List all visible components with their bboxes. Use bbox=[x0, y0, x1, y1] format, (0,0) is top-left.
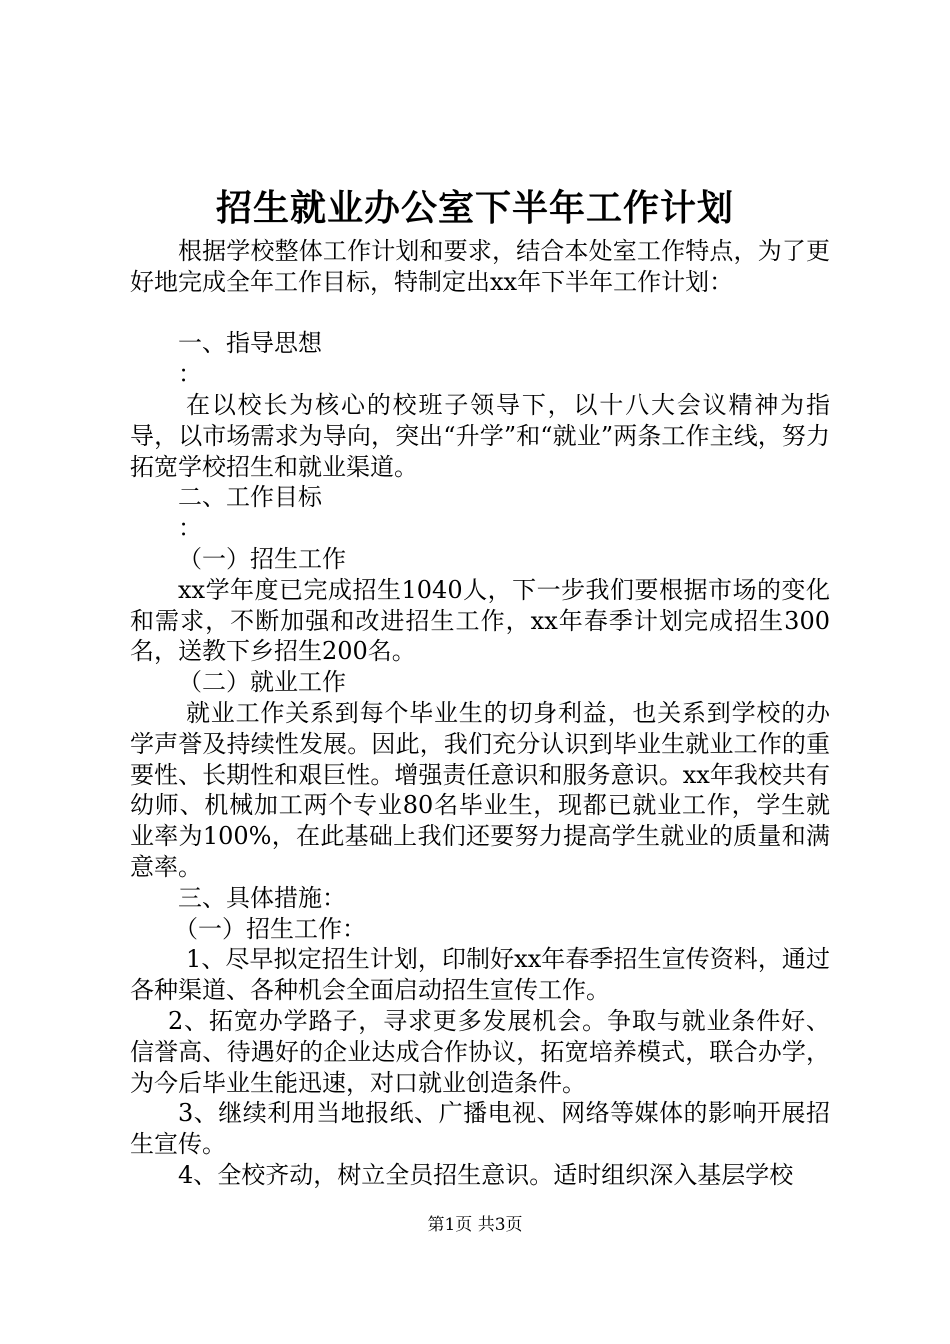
measure-item-4: 4、全校齐动，树立全员招生意识。适时组织深入基层学校 bbox=[178, 1160, 794, 1189]
enrollment-goal-paragraph: xx学年度已完成招生1040人，下一步我们要根据市场的变化和需求，不断加强和改进招生工作，xx年春季计划完成招生300名，送教下乡招生200名。 bbox=[130, 575, 830, 666]
colon-line: ： bbox=[178, 514, 202, 543]
section-heading-measures: 三、具体措施： bbox=[178, 883, 346, 912]
employment-goal-paragraph: 就业工作关系到每个毕业生的切身利益，也关系到学校的办学声誉及持续性发展。因此，我们充分认识到毕业生就业工作的重要性、长期性和艰巨性。增强责任意识和服务意识。xx年我校共有幼师、机械加工两个专业80名毕业生，现都已就业工作，学生就业率为100%，在此基础上我们还要努力提高学生就业的质量和满意率。 bbox=[130, 698, 830, 881]
colon-line: ： bbox=[178, 360, 202, 389]
section-heading-work-goals: 二、工作目标 bbox=[178, 483, 322, 512]
section-heading-guiding-thought: 一、指导思想 bbox=[178, 329, 322, 358]
document-title: 招生就业办公室下半年工作计划 bbox=[215, 187, 734, 229]
subheading-enrollment-measures: （一）招生工作： bbox=[174, 914, 366, 943]
document-body bbox=[130, 236, 830, 1191]
measure-item-2: 2、拓宽办学路子，寻求更多发展机会。争取与就业条件好、信誉高、待遇好的企业达成合作协议，拓宽培养模式，联合办学，为今后毕业生能迅速，对口就业创造条件。 bbox=[130, 1006, 830, 1097]
measure-item-1: 1、尽早拟定招生计划，印制好xx年春季招生宣传资料，通过各种渠道、各种机会全面启动招生宣传工作。 bbox=[130, 945, 830, 1005]
measure-item-3: 3、继续利用当地报纸、广播电视、网络等媒体的影响开展招生宣传。 bbox=[130, 1099, 830, 1159]
guiding-thought-paragraph: 在以校长为核心的校班子领导下，以十八大会议精神为指导，以市场需求为导向，突出“升学”和“就业”两条工作主线，努力拓宽学校招生和就业渠道。 bbox=[130, 390, 830, 481]
subheading-employment: （二）就业工作 bbox=[178, 668, 346, 697]
page-footer: 第1页 共3页 bbox=[427, 1215, 523, 1235]
intro-paragraph: 根据学校整体工作计划和要求，结合本处室工作特点，为了更好地完成全年工作目标，特制定出xx年下半年工作计划： bbox=[130, 237, 830, 296]
subheading-enrollment: （一）招生工作 bbox=[178, 544, 346, 573]
blank-line bbox=[130, 298, 830, 329]
